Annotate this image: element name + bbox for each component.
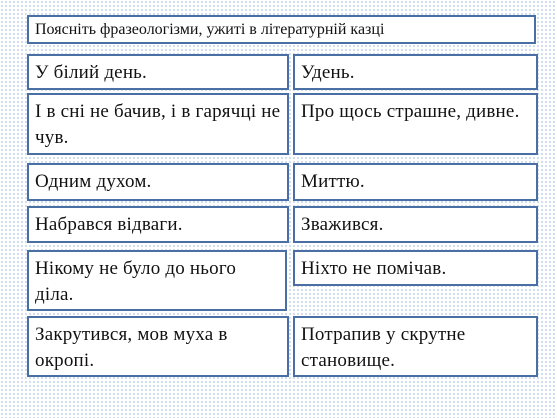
phrase-cell-6: Закрутився, мов муха в окропі. bbox=[27, 316, 289, 377]
meaning-cell-3: Миттю. bbox=[293, 163, 538, 201]
meaning-cell-5: Ніхто не помічав. bbox=[293, 250, 538, 286]
phrase-cell-2: І в сні не бачив, і в гарячці не чув. bbox=[27, 93, 289, 155]
phrase-cell-5: Нікому не було до нього діла. bbox=[27, 250, 287, 311]
meaning-cell-2: Про щось страшне, дивне. bbox=[293, 93, 538, 155]
phrase-cell-4: Набрався відваги. bbox=[27, 206, 289, 243]
meaning-cell-6: Потрапив у скрутне становище. bbox=[293, 316, 538, 377]
phrase-cell-1: У білий день. bbox=[27, 54, 289, 90]
phrase-cell-3: Одним духом. bbox=[27, 163, 289, 201]
task-title: Поясніть фразеологізми, ужиті в літературній казці bbox=[27, 15, 536, 44]
meaning-cell-1: Удень. bbox=[293, 54, 538, 90]
meaning-cell-4: Зважився. bbox=[293, 206, 538, 243]
